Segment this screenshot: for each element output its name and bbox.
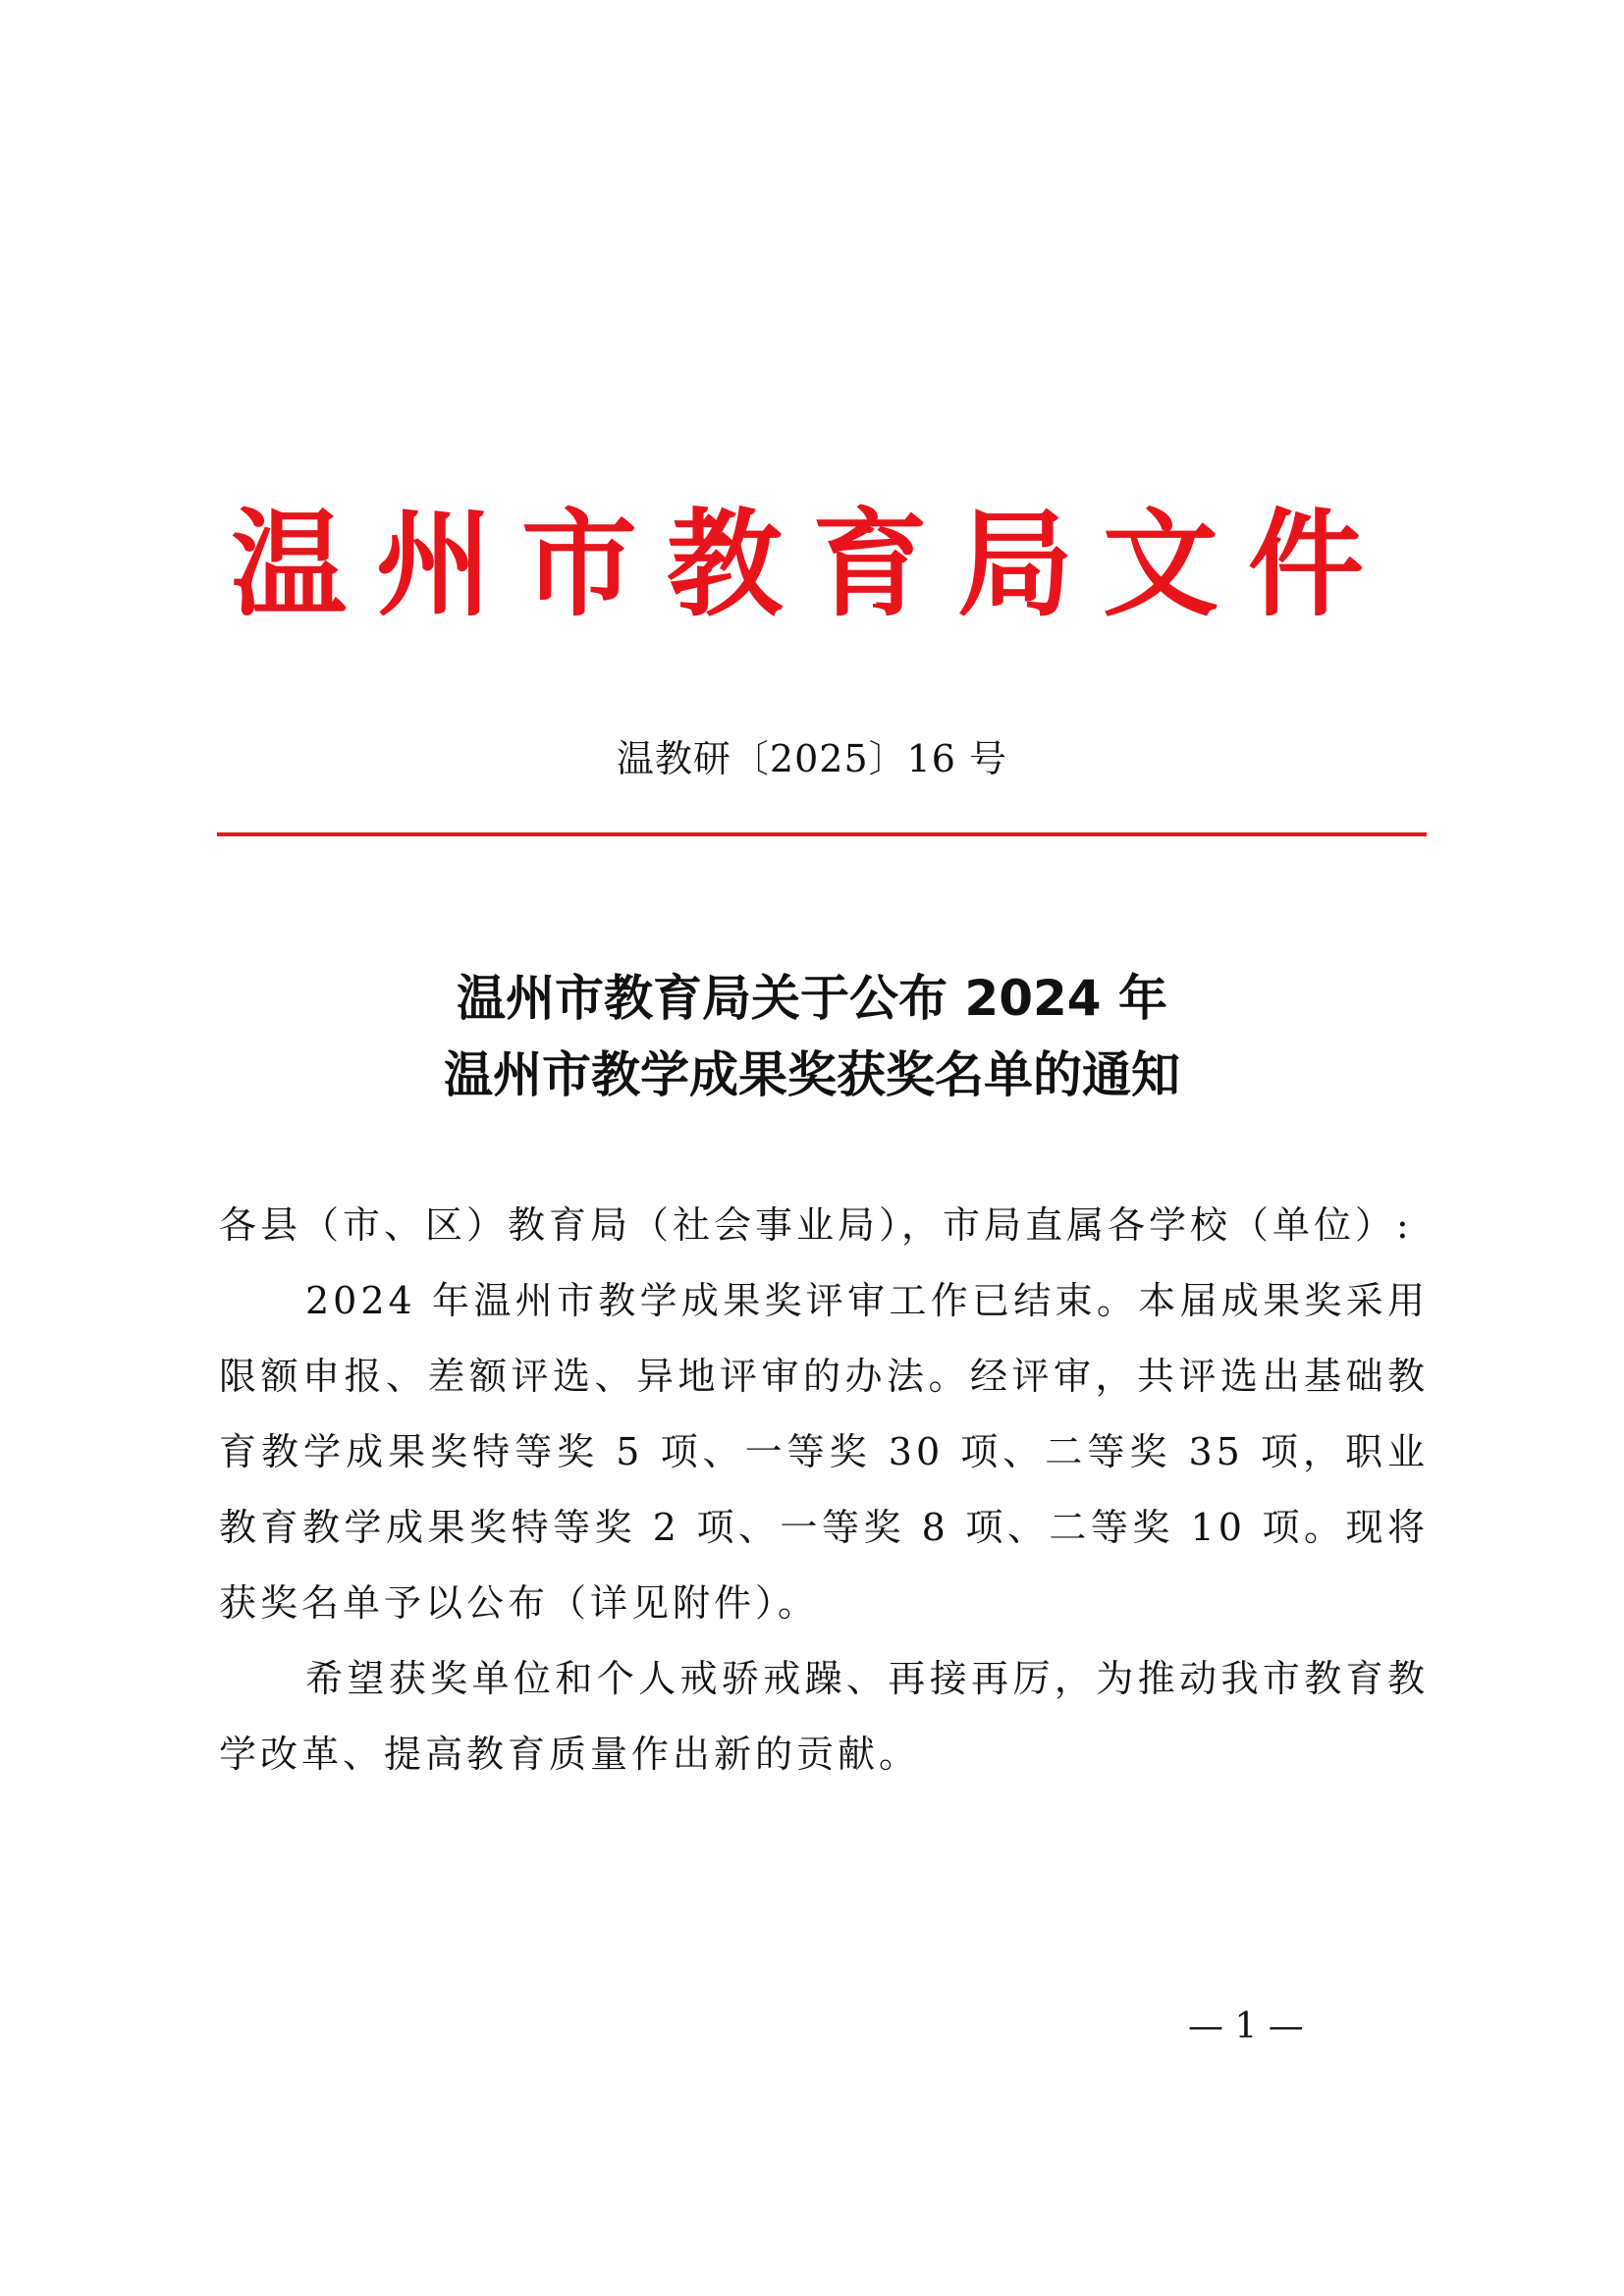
notice-title <box>0 960 1624 1113</box>
document-number: 温教研〔2025〕16 号 <box>616 737 1008 780</box>
red-divider-line <box>217 832 1427 836</box>
notice-body <box>219 1188 1429 1792</box>
notice-title-line-1: 温州市教育局关于公布 2024 年 <box>457 970 1167 1027</box>
page-number: — 1 — <box>1188 2006 1304 2047</box>
masthead-title: 温州市教育局文件 <box>230 497 1393 632</box>
body-paragraph-1: 2024 年温州市教学成果奖评审工作已结束。本届成果奖采用限额申报、差额评选、异地评审的办法。经评审，共评选出基础教育教学成果奖特等奖 5 项、一等奖 30 项、二等奖 35 项，职业教育教学成果奖特等奖 2 项、一等奖 8 项、二等奖 10 项。现将获奖名单予以公布（详见附件）。 <box>219 1279 1429 1625</box>
notice-title-line-2: 温州市教学成果奖获奖名单的通知 <box>444 1046 1180 1103</box>
body-paragraph-2: 希望获奖单位和个人戒骄戒躁、再接再厉，为推动我市教育教学改革、提高教育质量作出新的贡献。 <box>219 1657 1429 1776</box>
salutation: 各县（市、区）教育局（社会事业局），市局直属各学校（单位）: <box>219 1203 1413 1247</box>
